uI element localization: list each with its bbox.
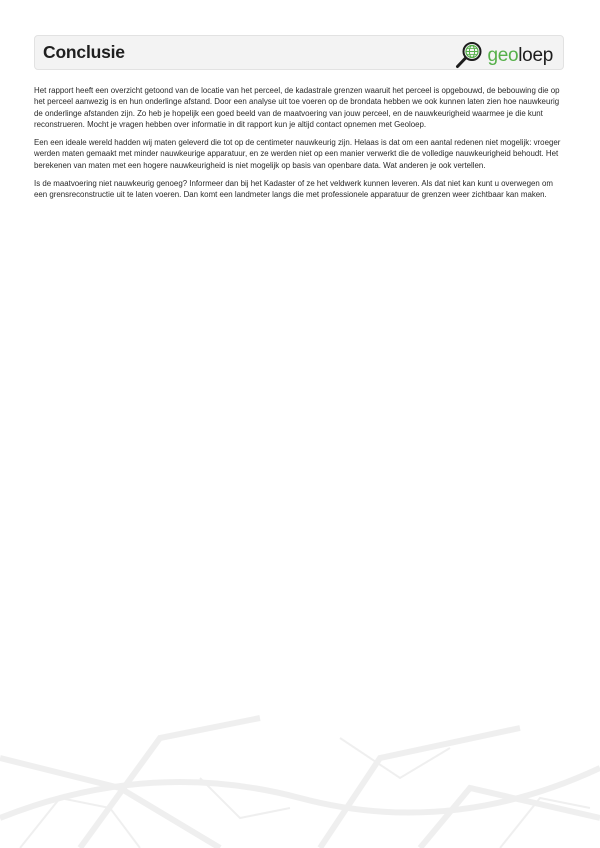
logo-text-geo: geo [487,44,519,66]
paragraph-3: Is de maatvoering niet nauwkeurig genoeg? Informeer dan bij het Kadaster of ze het veldwerk kunnen leveren. Als dat niet kan kunt u overwegen om een grensreconstructie uit te laten voeren. Dan komt een landmeter langs die met professionele apparatuur de grenzen weer zichtbaar kan maken. [34,179,553,200]
geoloep-logo [454,40,553,70]
map-background-decoration [0,698,600,848]
magnifier-globe-icon [454,40,484,70]
page-title: Conclusie [43,42,125,62]
paragraph-2: Een een ideale wereld hadden wij maten geleverd die tot op de centimeter nauwkeurig zijn. Helaas is dat om een aantal redenen niet mogelijk: vroeger werden maten gemaakt met minder nauwkeurige apparatuur, en ze werden niet op een manier verwerkt die de volledige nauwkeurigheid behoudt. Het berekenen van maten met een hogere nauwkeurigheid is niet mogelijk op basis van openbare data. Wat anderen je ook vertellen. [34,138,561,170]
logo-text-loep: loep [518,44,553,66]
page-header [34,35,564,70]
conclusion-body [34,85,564,208]
logo-wordmark [487,46,553,65]
paragraph-1: Het rapport heeft een overzicht getoond van de locatie van het perceel, de kadastrale grenzen waaruit het perceel is opgebouwd, de bebouwing die op het perceel aanwezig is en hun onderlinge afstand. Door een analyse uit toe voeren op de brondata hebben we ook kunnen laten zien hoe nauwkeurig de onderlinge afstanden zijn. Zo heb je hopelijk een goed beeld van de maatvoering van jouw perceel, en de nauwkeurigheid waarmee je die kunt reconstrueren. Mocht je vragen hebben over informatie in dit rapport kun je altijd contact opnemen met Geoloep. [34,86,560,129]
